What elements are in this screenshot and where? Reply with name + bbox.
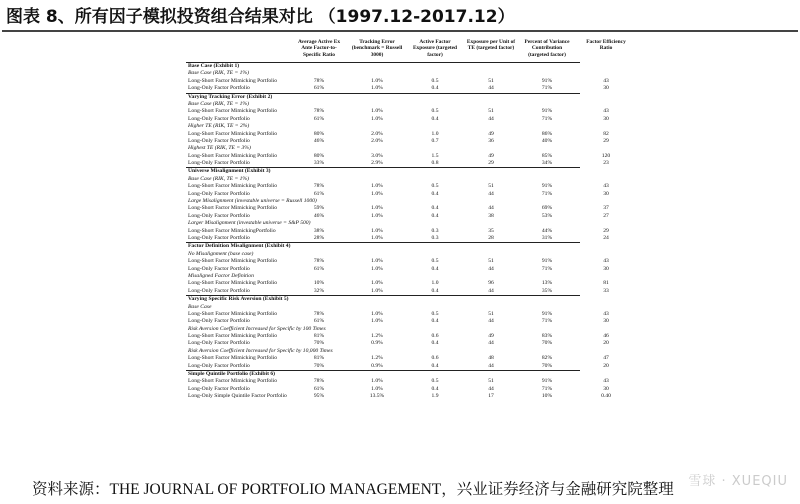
row-value: 44 — [488, 385, 494, 392]
row-value: 44 — [488, 115, 494, 122]
section-row — [186, 93, 580, 101]
row-label: Long-Only Factor Portfolio — [188, 137, 250, 144]
row-label: Long-Short Factor MimickingPortfolio — [188, 227, 276, 234]
column-header: Tracking Error (benchmark = Russell 3000) — [351, 39, 403, 58]
row-value: 36 — [488, 137, 494, 144]
row-value: 28% — [313, 234, 325, 241]
row-value: 51 — [488, 108, 494, 115]
row-label: Long-Only Factor Portfolio — [188, 362, 250, 369]
row-value: 1.5 — [431, 152, 439, 159]
row-value: 33% — [313, 160, 325, 167]
row-label: Long-Short Factor Mimicking Portfolio — [188, 280, 278, 287]
row-value: 30 — [603, 85, 609, 92]
row-value: 120 — [601, 152, 611, 159]
row-value: 1.0% — [371, 280, 383, 287]
row-label: Varying Specific Risk Aversion (Exhibit 5) — [188, 296, 289, 303]
row-label: Long-Short Factor Mimicking Portfolio — [188, 108, 278, 115]
row-value: 24 — [603, 234, 609, 241]
row-value: 78% — [313, 378, 325, 385]
row-value: 51 — [488, 77, 494, 84]
row-value: 81 — [603, 280, 609, 287]
row-value: 78% — [313, 108, 325, 115]
row-label: Larger Misalignment (investable universe = S&P 500) — [188, 220, 311, 227]
table-row — [186, 287, 609, 295]
section-row — [186, 167, 580, 175]
row-value: 0.5 — [431, 258, 439, 265]
row-value: 0.4 — [431, 340, 439, 347]
table-row — [186, 183, 609, 190]
row-value: 0.40 — [601, 393, 611, 400]
row-value: 0.8 — [431, 160, 439, 167]
subheading-row — [186, 123, 580, 130]
table-row — [186, 152, 611, 160]
row-label: Long-Short Factor Mimicking Portfolio — [188, 355, 278, 362]
row-value: 0.5 — [431, 310, 439, 317]
row-value: 0.5 — [431, 77, 439, 84]
row-value: 10% — [541, 393, 553, 400]
table-row — [186, 280, 609, 287]
row-value: 30 — [603, 385, 609, 392]
row-value: 91% — [541, 378, 553, 385]
row-value: 30 — [603, 318, 609, 325]
row-value: 32% — [313, 287, 325, 294]
watermark-logo: 雪球 · XUEQIU — [688, 474, 788, 489]
row-label: Varying Tracking Error (Exhibit 2) — [188, 93, 273, 100]
row-value: 37 — [603, 205, 609, 212]
row-value: 1.0% — [371, 310, 383, 317]
row-value: 38% — [313, 227, 325, 234]
column-header: Active Factor Exposure (targeted factor) — [412, 39, 458, 58]
row-value: 71% — [541, 385, 553, 392]
row-value: 40% — [541, 137, 553, 144]
row-value: 82 — [603, 130, 609, 137]
row-label: Long-Short Factor Mimicking Portfolio — [188, 378, 278, 385]
row-value: 61% — [313, 190, 325, 197]
row-value: 91% — [541, 108, 553, 115]
row-label: Simple Quintile Portfolio (Exhibit 6) — [188, 371, 276, 378]
row-value: 34% — [541, 160, 553, 167]
row-value: 1.0% — [371, 318, 383, 325]
row-value: 81% — [313, 333, 325, 340]
row-label: Long-Short Factor Mimicking Portfolio — [188, 310, 278, 317]
table-row — [186, 190, 609, 198]
row-label: Base Case (RIK, TE = 1%) — [188, 100, 249, 107]
row-label: Long-Only Factor Portfolio — [188, 234, 250, 241]
row-value: 61% — [313, 85, 325, 92]
row-value: 1.0% — [371, 385, 383, 392]
row-value: 46 — [603, 333, 609, 340]
row-value: 0.5 — [431, 108, 439, 115]
table-row — [186, 340, 609, 347]
table-row — [186, 393, 611, 400]
row-value: 44% — [541, 227, 553, 234]
row-value: 0.5 — [431, 378, 439, 385]
subheading-row — [186, 220, 580, 227]
table-row — [186, 130, 609, 138]
results-table — [186, 36, 626, 401]
row-label: Risk Aversion Coefficient Increased for Specific by 100 Times — [188, 325, 326, 332]
row-value: 61% — [313, 265, 325, 272]
row-value: 70% — [541, 340, 553, 347]
row-value: 43 — [603, 310, 609, 317]
row-value: 1.0% — [371, 205, 383, 212]
row-value: 1.2% — [371, 333, 383, 340]
table-row — [186, 355, 609, 362]
row-value: 1.0% — [371, 287, 383, 294]
row-value: 35 — [488, 227, 494, 234]
row-value: 0.6 — [431, 333, 439, 340]
row-value: 0.4 — [431, 115, 439, 122]
table-row — [186, 234, 609, 242]
row-value: 43 — [603, 183, 609, 190]
row-value: 85% — [541, 152, 553, 159]
row-value: 31% — [541, 234, 553, 241]
row-label: Long-Only Factor Portfolio — [188, 190, 250, 197]
row-value: 0.3 — [431, 234, 439, 241]
row-value: 91% — [541, 258, 553, 265]
row-value: 23 — [603, 160, 609, 167]
row-label: Long-Short Factor Mimicking Portfolio — [188, 258, 278, 265]
row-value: 82% — [541, 355, 553, 362]
row-value: 0.4 — [431, 265, 439, 272]
row-value: 2.0% — [371, 130, 383, 137]
row-value: 49 — [488, 130, 494, 137]
row-value: 59% — [313, 205, 325, 212]
row-value: 0.4 — [431, 205, 439, 212]
row-value: 44 — [488, 362, 494, 369]
row-value: 29 — [603, 137, 609, 144]
row-value: 33 — [603, 287, 609, 294]
row-value: 91% — [541, 310, 553, 317]
row-value: 1.0% — [371, 190, 383, 197]
row-value: 1.0% — [371, 183, 383, 190]
row-value: 2.9% — [371, 160, 383, 167]
row-label: Long-Only Factor Portfolio — [188, 318, 250, 325]
row-value: 27 — [603, 212, 609, 219]
row-label: Long-Only Factor Portfolio — [188, 385, 250, 392]
row-value: 83% — [541, 333, 553, 340]
row-value: 1.0% — [371, 258, 383, 265]
row-value: 30 — [603, 265, 609, 272]
row-value: 71% — [541, 115, 553, 122]
row-value: 70% — [313, 362, 325, 369]
row-value: 44 — [488, 340, 494, 347]
row-value: 48 — [488, 355, 494, 362]
subheading-row — [186, 326, 580, 333]
row-value: 0.4 — [431, 362, 439, 369]
row-value: 1.0% — [371, 227, 383, 234]
row-value: 46% — [313, 137, 325, 144]
column-header: Exposure per Unit of TE (targeted factor) — [466, 39, 516, 52]
row-value: 44 — [488, 205, 494, 212]
table-row — [186, 227, 609, 235]
row-value: 44 — [488, 318, 494, 325]
table-row — [186, 160, 609, 167]
row-value: 30 — [603, 190, 609, 197]
row-value: 61% — [313, 318, 325, 325]
row-value: 29 — [488, 160, 494, 167]
row-value: 10% — [313, 280, 325, 287]
row-value: 29 — [603, 227, 609, 234]
row-value: 49 — [488, 333, 494, 340]
row-label: Long-Only Factor Portfolio — [188, 265, 250, 272]
row-value: 0.4 — [431, 385, 439, 392]
row-value: 78% — [313, 310, 325, 317]
subheading-row — [186, 145, 580, 152]
row-value: 0.4 — [431, 287, 439, 294]
row-value: 1.0% — [371, 85, 383, 92]
row-value: 71% — [541, 318, 553, 325]
row-value: 1.0% — [371, 212, 383, 219]
row-value: 70% — [313, 340, 325, 347]
row-value: 1.0% — [371, 265, 383, 272]
row-value: 30 — [603, 115, 609, 122]
footer-suffix: ，兴业证券经济与金融研究院整理 — [441, 480, 674, 498]
row-value: 1.0 — [431, 130, 439, 137]
row-value: 44 — [488, 287, 494, 294]
row-value: 2.0% — [371, 137, 383, 144]
row-label: No Misalignment (base case) — [188, 250, 254, 257]
row-value: 20 — [603, 340, 609, 347]
row-value: 0.6 — [431, 355, 439, 362]
subheading-row — [186, 304, 580, 311]
row-value: 0.7 — [431, 137, 439, 144]
row-value: 78% — [313, 183, 325, 190]
title-rule — [2, 30, 798, 32]
row-value: 17 — [488, 393, 494, 400]
column-header: Average Active Ex Ante Factor-to-Specific Ratio — [297, 39, 341, 58]
table-body — [186, 63, 611, 401]
row-label: Risk Aversion Coefficient Increased for Specific by 10,000 Times — [188, 347, 333, 354]
row-value: 43 — [603, 378, 609, 385]
subheading-row — [186, 70, 580, 77]
row-value: 13% — [541, 280, 553, 287]
row-value: 1.0% — [371, 115, 383, 122]
row-label: Base Case (RIK, TE = 1%) — [188, 70, 249, 77]
table-row — [186, 265, 609, 273]
row-label: Long-Short Factor Mimicking Portfolio — [188, 130, 278, 137]
row-label: Long-Short Factor Mimicking Portfolio — [188, 152, 278, 159]
row-value: 91% — [541, 183, 553, 190]
row-value: 51 — [488, 258, 494, 265]
row-value: 0.3 — [431, 227, 439, 234]
row-label: Long-Short Factor Mimicking Portfolio — [188, 77, 278, 84]
table-row — [186, 378, 609, 385]
row-label: Universe Misalignment (Exhibit 3) — [188, 168, 271, 175]
row-value: 49 — [488, 152, 494, 159]
row-value: 61% — [313, 385, 325, 392]
row-label: Long-Short Factor Mimicking Portfolio — [188, 205, 278, 212]
row-value: 1.0% — [371, 108, 383, 115]
row-value: 46% — [313, 212, 325, 219]
row-value: 43 — [603, 77, 609, 84]
row-value: 43 — [603, 258, 609, 265]
row-value: 0.9% — [371, 340, 383, 347]
row-value: 81% — [313, 355, 325, 362]
row-label: Long-Only Factor Portfolio — [188, 287, 250, 294]
row-value: 28 — [488, 234, 494, 241]
table-row — [186, 85, 609, 92]
row-label: Long-Only Factor Portfolio — [188, 340, 250, 347]
row-value: 44 — [488, 85, 494, 92]
row-value: 91% — [541, 77, 553, 84]
row-value: 78% — [313, 258, 325, 265]
row-value: 71% — [541, 85, 553, 92]
row-value: 71% — [541, 265, 553, 272]
row-value: 44 — [488, 190, 494, 197]
table-row — [186, 318, 609, 325]
table-header — [186, 36, 626, 63]
row-value: 86% — [541, 130, 553, 137]
table-row — [186, 258, 609, 265]
row-value: 44 — [488, 265, 494, 272]
row-value: 1.2% — [371, 355, 383, 362]
row-value: 0.4 — [431, 318, 439, 325]
row-value: 35% — [541, 287, 553, 294]
row-label: Factor Definition Misalignment (Exhibit 4) — [188, 243, 291, 250]
row-value: 47 — [603, 355, 609, 362]
row-label: Long-Only Factor Portfolio — [188, 85, 250, 92]
row-label: Long-Only Factor Portfolio — [188, 212, 250, 219]
row-value: 78% — [313, 77, 325, 84]
row-value: 1.0% — [371, 77, 383, 84]
row-value: 95% — [313, 393, 325, 400]
row-value: 13.5% — [369, 393, 385, 400]
footer-source: THE JOURNAL OF PORTFOLIO MANAGEMENT — [109, 481, 442, 498]
row-label: Higher TE (RIK, TE = 2%) — [188, 123, 250, 130]
row-label: Misaligned Factor Definition — [188, 272, 254, 279]
row-value: 53% — [541, 212, 553, 219]
column-header: Percent of Variance Contribution (targeted factor) — [524, 39, 570, 58]
row-label: Long-Only Factor Portfolio — [188, 160, 250, 167]
row-value: 0.4 — [431, 85, 439, 92]
row-label: Long-Only Simple Quintile Factor Portfolio — [188, 393, 287, 400]
row-value: 51 — [488, 183, 494, 190]
row-label: Long-Only Factor Portfolio — [188, 115, 250, 122]
row-value: 69% — [541, 205, 553, 212]
row-value: 61% — [313, 115, 325, 122]
row-value: 0.9% — [371, 362, 383, 369]
row-value: 96 — [488, 280, 494, 287]
figure-title: 图表 8、所有因子模拟投资组合结果对比 （1997.12-2017.12） — [6, 7, 515, 27]
table-row — [186, 108, 609, 115]
row-label: Large Misalignment (investable universe = Russell 1000) — [188, 198, 317, 205]
row-value: 0.4 — [431, 190, 439, 197]
column-header: Factor Efficiency Ratio — [586, 39, 626, 52]
section-row — [186, 242, 580, 250]
row-value: 38 — [488, 212, 494, 219]
table-row — [186, 362, 609, 370]
footer-prefix: 资料来源： — [32, 480, 110, 498]
row-value: 1.0% — [371, 378, 383, 385]
row-value: 51 — [488, 378, 494, 385]
row-value: 3.0% — [371, 152, 383, 159]
row-value: 71% — [541, 190, 553, 197]
row-value: 80% — [313, 130, 325, 137]
row-label: Long-Short Factor Mimicking Portfolio — [188, 183, 278, 190]
row-label: Base Case (Exhibit 1) — [188, 63, 240, 69]
row-value: 1.0 — [431, 280, 439, 287]
row-value: 1.9 — [431, 393, 439, 400]
section-row — [186, 295, 580, 303]
row-value: 20 — [603, 362, 609, 369]
table-row — [186, 205, 609, 212]
row-value: 43 — [603, 108, 609, 115]
source-footer — [32, 476, 792, 502]
row-value: 0.5 — [431, 183, 439, 190]
row-value: 51 — [488, 310, 494, 317]
row-label: Highest TE (RIK, TE = 3%) — [188, 145, 251, 152]
row-label: Base Case (RIK, TE = 1%) — [188, 175, 249, 182]
row-value: 1.0% — [371, 234, 383, 241]
row-value: 70% — [541, 362, 553, 369]
row-label: Long-Short Factor Mimicking Portfolio — [188, 333, 278, 340]
row-value: 80% — [313, 152, 325, 159]
row-value: 0.4 — [431, 212, 439, 219]
row-label: Base Case — [188, 303, 212, 310]
